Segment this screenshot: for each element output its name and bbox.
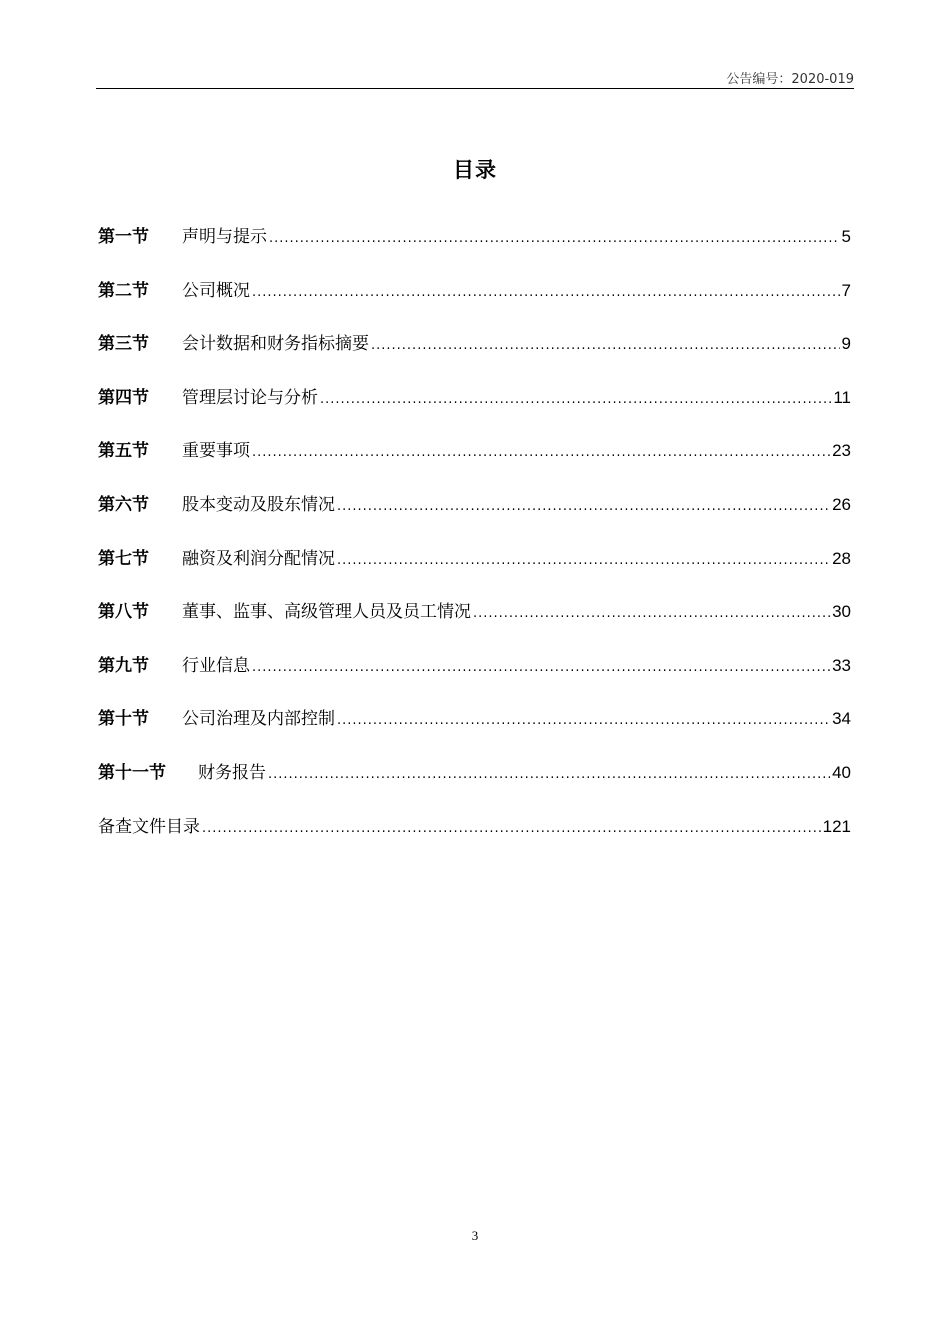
toc-section-label: 第三节: [98, 334, 149, 355]
toc-leader-dots: [473, 602, 830, 622]
toc-leader-dots: [202, 817, 821, 837]
toc-leader-dots: [320, 388, 831, 408]
toc-section-label: 第二节: [98, 280, 149, 301]
toc-section-label: 第十节: [98, 709, 149, 730]
toc-section-label: 第五节: [98, 441, 149, 462]
toc-leader-dots: [337, 709, 830, 729]
toc-title: 董事、监事、高级管理人员及员工情况: [182, 602, 471, 623]
toc-section-label: 第十一节: [98, 762, 166, 783]
toc-title: 融资及利润分配情况: [182, 548, 335, 569]
toc-entry-9[interactable]: [98, 651, 851, 705]
toc-entry-5[interactable]: [98, 436, 851, 490]
toc-page-number: 121: [822, 816, 851, 836]
toc-leader-dots: [252, 281, 840, 301]
toc-page-number: 28: [832, 548, 851, 568]
toc-leader-dots: [252, 656, 830, 676]
toc-entry-6[interactable]: [98, 490, 851, 544]
toc-leader-dots: [268, 763, 830, 783]
toc-page-number: 7: [841, 280, 851, 300]
toc-title: 公司治理及内部控制: [182, 709, 335, 730]
toc-leader-dots: [337, 495, 830, 515]
toc-entry-10[interactable]: [98, 704, 851, 758]
toc-page-number: 11: [833, 387, 851, 407]
toc-entry-1[interactable]: [98, 222, 851, 276]
toc-page-number: 5: [841, 227, 851, 246]
toc-title: 会计数据和财务指标摘要: [182, 334, 369, 355]
toc-page-number: 23: [832, 441, 851, 461]
toc-title: 财务报告: [198, 762, 266, 783]
toc-leader-dots: [269, 227, 840, 247]
toc-section-label: 第八节: [98, 602, 149, 623]
toc-section-label: 第六节: [98, 494, 149, 515]
toc-section-label: 第七节: [98, 548, 149, 569]
toc-section-label: 第九节: [98, 655, 149, 676]
toc-entry-appendix[interactable]: [98, 812, 851, 866]
toc-leader-dots: [252, 441, 830, 461]
toc-title: 重要事项: [182, 441, 250, 462]
toc-page-number: 34: [832, 709, 851, 729]
toc-title: 备查文件目录: [98, 816, 200, 837]
toc-title: 声明与提示: [182, 227, 267, 247]
header-divider: [96, 88, 854, 89]
toc-entry-7[interactable]: [98, 544, 851, 598]
page-title: 目录: [453, 158, 497, 182]
toc-section-label: 第一节: [98, 227, 149, 247]
toc-title: 行业信息: [182, 655, 250, 676]
table-of-contents: [98, 222, 851, 865]
toc-title: 股本变动及股东情况: [182, 494, 335, 515]
announcement-number: 公告编号：2020-019: [726, 72, 854, 87]
toc-title: 管理层讨论与分析: [182, 387, 318, 408]
toc-leader-dots: [371, 334, 840, 354]
toc-page-number: 40: [832, 762, 851, 782]
toc-page-number: 9: [841, 334, 851, 354]
toc-entry-11[interactable]: [98, 758, 851, 812]
toc-page-number: 26: [832, 494, 851, 514]
toc-title: 公司概况: [182, 280, 250, 301]
toc-entry-3[interactable]: [98, 329, 851, 383]
toc-section-label: 第四节: [98, 387, 149, 408]
toc-entry-4[interactable]: [98, 383, 851, 437]
page-number: 3: [471, 1228, 479, 1243]
toc-entry-8[interactable]: [98, 597, 851, 651]
toc-entry-2[interactable]: [98, 276, 851, 330]
toc-page-number: 30: [832, 602, 851, 622]
toc-page-number: 33: [832, 655, 851, 675]
toc-leader-dots: [337, 549, 830, 569]
